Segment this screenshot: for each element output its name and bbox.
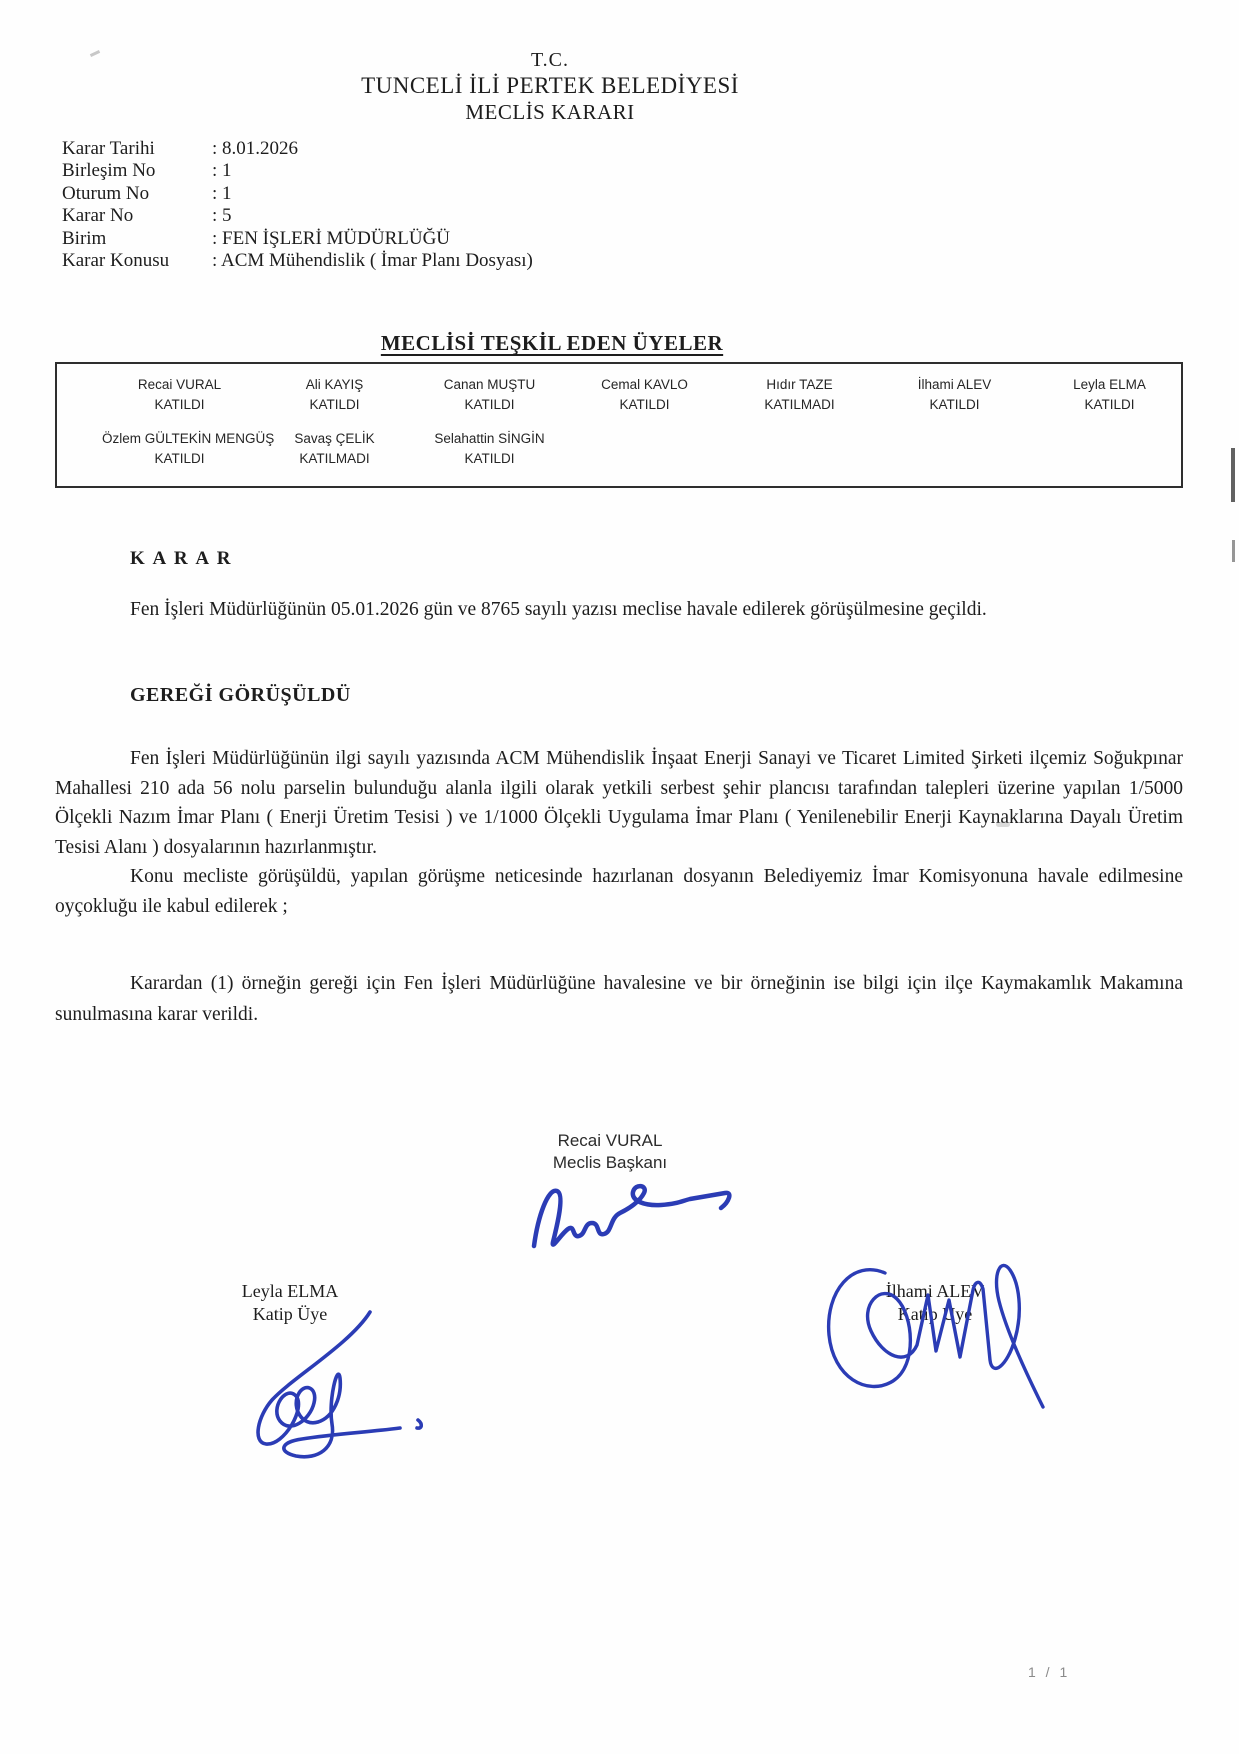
header-doc-type: MECLİS KARARI — [465, 100, 635, 125]
member-name: Ali KAYIŞ — [305, 377, 364, 392]
member-attendance-status: KATILDI — [1084, 397, 1135, 412]
members-row-1 — [57, 375, 1181, 415]
member-attendance-status: KATILDI — [929, 397, 980, 412]
member-name: Leyla ELMA — [1073, 377, 1146, 392]
members-row-2 — [57, 429, 1181, 469]
meta-value: : 8.01.2026 — [212, 138, 299, 159]
meta-value: : FEN İŞLERİ MÜDÜRLÜĞÜ — [212, 227, 451, 249]
member-cell — [722, 375, 877, 415]
member-name: İlhami ALEV — [917, 377, 992, 392]
member-attendance-status: KATILDI — [154, 397, 205, 412]
member-name: Selahattin SİNGİN — [434, 431, 545, 446]
intro-paragraph: Fen İşleri Müdürlüğünün 05.01.2026 gün ve 8765 sayılı yazısı meclise havale edilerek görüşülmesine geçildi. — [130, 599, 987, 620]
signature-ilhami-alev — [815, 1245, 1075, 1445]
body-paragraph-1: Fen İşleri Müdürlüğünün ilgi sayılı yazısında ACM Mühendislik İnşaat Enerji Sanayi ve Ticaret Limited Şirketi ilçemiz Soğukpınar Mahallesi 210 ada 56 nolu parselin bulunduğu alanla ilgili olarak yetkili serbest şehir plancısı tarafından talepleri üzerine yapılan 1/5000 Ölçekli Nazım İmar Planı ( Enerji Üretim Tesisi ) ve 1/1000 Ölçekli Uygulama İmar Planı ( Yenilenebilir Enerji Kaynaklarına Dayalı Üretim Tesisi Alanı ) dosyalarının hazırlanmıştır. — [55, 748, 1183, 858]
president-signature-block — [360, 1130, 860, 1174]
members-section-title: MECLİSİ TEŞKİL EDEN ÜYELER — [380, 331, 724, 355]
signature-leyla-elma — [222, 1300, 437, 1465]
meta-row-oturum-no — [62, 183, 533, 205]
member-attendance-status: KATILMADI — [764, 397, 835, 412]
meta-row-birlesim-no — [62, 160, 533, 182]
header-tc: T.C. — [530, 49, 570, 71]
member-attendance-status: KATILDI — [464, 451, 515, 466]
member-cell — [412, 375, 567, 415]
meta-row-karar-tarihi — [62, 138, 533, 160]
body-paragraph-3: Karardan (1) örneğin gereği için Fen İşleri Müdürlüğüne havalesine ve bir örneğinin ise bilgi için ilçe Kaymakamlık Makamına sunulmasına karar verildi. — [55, 973, 1183, 1025]
meta-value: : ACM Mühendislik ( İmar Planı Dosyası) — [212, 250, 533, 272]
members-attendance-table — [55, 362, 1183, 488]
geregi-gorusuldu-heading: GEREĞİ GÖRÜŞÜLDÜ — [130, 684, 351, 706]
meta-row-birim — [62, 228, 533, 250]
clerk-right-name: İlhami ALEV — [885, 1281, 985, 1301]
signature-recai-vural — [520, 1172, 755, 1257]
member-attendance-status: KATILMADI — [299, 451, 370, 466]
meta-value: : 1 — [212, 160, 232, 182]
scan-artifact — [1231, 448, 1235, 502]
member-name: Savaş ÇELİK — [294, 431, 375, 446]
member-name: Cemal KAVLO — [601, 377, 688, 392]
page-number: 1 / 1 — [1028, 1664, 1071, 1680]
member-name: Hıdır TAZE — [766, 377, 833, 392]
member-name: Özlem GÜLTEKİN MENGÜŞ — [102, 431, 275, 446]
member-attendance-status: KATILDI — [154, 451, 205, 466]
clerk-left-name: Leyla ELMA — [241, 1281, 339, 1301]
member-cell — [257, 429, 412, 469]
decision-metadata — [62, 138, 533, 272]
scan-artifact — [996, 822, 1010, 827]
president-title: Meclis Başkanı — [552, 1153, 668, 1172]
clerk-right-title: Katip Üye — [897, 1304, 973, 1324]
scan-artifact — [1232, 540, 1235, 562]
member-cell — [102, 429, 275, 469]
meta-label: Karar Konusu — [62, 250, 170, 272]
clerk-left-title: Katip Üye — [252, 1304, 328, 1324]
meta-value: : 5 — [212, 205, 232, 227]
member-cell — [102, 375, 257, 415]
member-cell — [567, 375, 722, 415]
member-name: Canan MUŞTU — [443, 377, 536, 392]
meta-label: Oturum No — [62, 182, 150, 204]
member-cell — [1032, 375, 1187, 415]
meta-label: Birleşim No — [62, 160, 156, 182]
member-cell — [877, 375, 1032, 415]
member-cell — [412, 429, 567, 469]
header-municipality: TUNCELİ İLİ PERTEK BELEDİYESİ — [361, 73, 739, 99]
member-attendance-status: KATILDI — [464, 397, 515, 412]
meta-label: Karar No — [62, 205, 134, 227]
karar-heading: K A R A R — [130, 548, 233, 569]
meta-label: Birim — [62, 227, 107, 249]
president-name: Recai VURAL — [557, 1131, 663, 1150]
member-attendance-status: KATILDI — [309, 397, 360, 412]
member-attendance-status: KATILDI — [619, 397, 670, 412]
member-name: Recai VURAL — [137, 377, 222, 392]
document-header — [0, 48, 1100, 126]
meta-value: : 1 — [212, 182, 232, 204]
meta-row-karar-konusu — [62, 250, 533, 272]
body-paragraph-2: Konu mecliste görüşüldü, yapılan görüşme neticesinde hazırlanan dosyanın Belediyemiz İmar Komisyonuna havale edilmesine oyçokluğu ile kabul edilerek ; — [55, 866, 1183, 917]
meta-row-karar-no — [62, 205, 533, 227]
decision-body — [55, 744, 1183, 921]
meta-label: Karar Tarihi — [62, 138, 155, 159]
member-cell — [257, 375, 412, 415]
